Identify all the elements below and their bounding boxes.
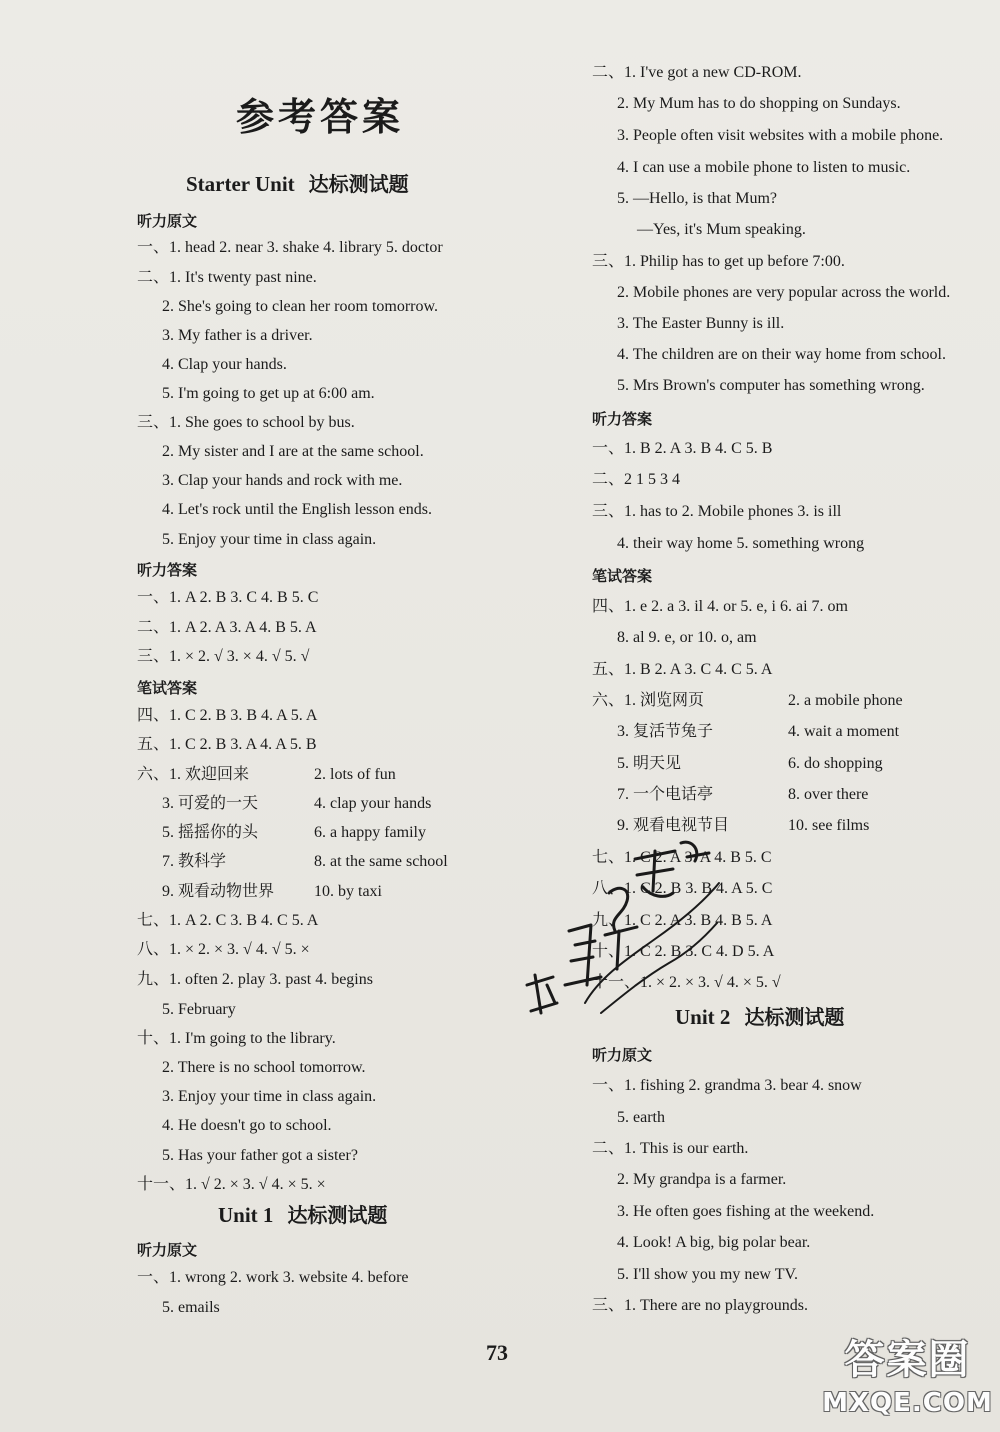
answer-line: 4. He doesn't go to school. xyxy=(162,1117,332,1134)
answer-line: 一、1. A 2. B 3. C 4. B 5. C xyxy=(137,589,319,606)
answer-line: 5. Has your father got a sister? xyxy=(162,1147,358,1164)
answer-line: 2. My grandpa is a farmer. xyxy=(617,1171,787,1188)
answer-line: 10. by taxi xyxy=(314,883,382,900)
answer-line: 4. Look! A big, big polar bear. xyxy=(617,1234,811,1251)
answer-line: —Yes, it's Mum speaking. xyxy=(637,221,806,238)
unit2-heading-en: Unit 2 xyxy=(675,1005,731,1029)
answer-line: 5. 明天见 xyxy=(617,755,682,772)
answer-line: 3. 可爱的一天 xyxy=(162,795,259,812)
unit2-heading-zh: 达标测试题 xyxy=(744,1005,845,1029)
answer-line: 二、1. A 2. A 3. A 4. B 5. A xyxy=(137,619,317,636)
section-label: 听力答案 xyxy=(592,410,653,428)
answer-line: 2. lots of fun xyxy=(314,766,396,783)
answer-line: 8. at the same school xyxy=(314,853,448,870)
answer-line: 一、1. wrong 2. work 3. website 4. before xyxy=(137,1269,409,1286)
answer-line: 3. People often visit websites with a mobile phone. xyxy=(617,127,944,144)
answer-line: 三、1. There are no playgrounds. xyxy=(592,1297,808,1314)
answer-line: 三、1. She goes to school by bus. xyxy=(137,414,355,431)
section-label: 听力答案 xyxy=(137,561,198,579)
unit1-heading-zh: 达标测试题 xyxy=(287,1203,388,1227)
section-label: 听力原文 xyxy=(592,1046,653,1064)
answer-line: 四、1. C 2. B 3. B 4. A 5. A xyxy=(137,707,318,724)
answer-line: 二、2 1 5 3 4 xyxy=(592,471,681,488)
answer-line: 三、1. Philip has to get up before 7:00. xyxy=(592,253,845,270)
answer-line: 七、1. A 2. C 3. B 4. C 5. A xyxy=(137,912,319,929)
answer-line: 9. 观看电视节目 xyxy=(617,817,730,834)
answer-line: 4. wait a moment xyxy=(788,723,900,740)
answer-line: 二、1. This is our earth. xyxy=(592,1140,749,1157)
answer-line: 十一、1. √ 2. × 3. √ 4. × 5. × xyxy=(137,1176,326,1193)
logo-top-text: 答案圈 xyxy=(844,1337,971,1383)
starter-unit-heading-zh: 达标测试题 xyxy=(308,172,409,196)
answer-line: 4. Let's rock until the English lesson ends. xyxy=(162,501,432,518)
answer-line: 3. He often goes fishing at the weekend. xyxy=(617,1203,875,1220)
section-label: 听力原文 xyxy=(137,1241,198,1259)
answer-line: 5. Enjoy your time in class again. xyxy=(162,531,377,548)
answer-line: 十、1. C 2. B 3. C 4. D 5. A xyxy=(592,943,775,960)
answer-line: 10. see films xyxy=(788,817,870,834)
answer-line: 3. The Easter Bunny is ill. xyxy=(617,315,785,332)
answer-line: 一、1. fishing 2. grandma 3. bear 4. snow xyxy=(592,1077,862,1094)
answer-line: 5. earth xyxy=(617,1109,665,1126)
starter-unit-heading xyxy=(186,174,409,194)
page-title: 参考答案 xyxy=(236,95,405,139)
answer-line: 一、1. head 2. near 3. shake 4. library 5. doctor xyxy=(137,239,443,256)
answer-line: 4. their way home 5. something wrong xyxy=(617,535,865,552)
answer-line: 5. 摇摇你的头 xyxy=(162,824,259,841)
answer-line: 2. She's going to clean her room tomorrow. xyxy=(162,298,439,315)
answer-line: 十、1. I'm going to the library. xyxy=(137,1030,336,1047)
answer-line: 4. clap your hands xyxy=(314,795,432,812)
answer-line: 5. I'm going to get up at 6:00 am. xyxy=(162,385,375,402)
answer-line: 八、1. C 2. B 3. B 4. A 5. C xyxy=(592,880,773,897)
answer-line: 8. over there xyxy=(788,786,869,803)
page-number: 73 xyxy=(486,1340,508,1365)
answer-line: 四、1. e 2. a 3. il 4. or 5. e, i 6. ai 7. om xyxy=(592,598,848,615)
answer-line: 一、1. B 2. A 3. B 4. C 5. B xyxy=(592,440,773,457)
answer-line: 5. —Hello, is that Mum? xyxy=(617,190,777,207)
starter-unit-heading-en: Starter Unit xyxy=(186,172,295,196)
answer-line: 6. do shopping xyxy=(788,755,883,772)
answer-line: 五、1. B 2. A 3. C 4. C 5. A xyxy=(592,661,773,678)
answer-line: 3. 复活节兔子 xyxy=(617,723,714,740)
answer-line: 2. My sister and I are at the same school. xyxy=(162,443,424,460)
answer-line: 3. My father is a driver. xyxy=(162,327,313,344)
answer-line: 六、1. 浏览网页 xyxy=(592,692,705,709)
section-label: 笔试答案 xyxy=(592,567,653,585)
answer-line: 5. Mrs Brown's computer has something wrong. xyxy=(617,377,925,394)
answer-line: 2. Mobile phones are very popular across the world. xyxy=(617,284,951,301)
answer-line: 4. The children are on their way home from school. xyxy=(617,346,946,363)
section-label: 笔试答案 xyxy=(137,679,198,697)
answer-line: 9. 观看动物世界 xyxy=(162,883,275,900)
answer-line: 6. a happy family xyxy=(314,824,426,841)
answer-line: 八、1. × 2. × 3. √ 4. √ 5. × xyxy=(137,941,310,958)
answer-line: 五、1. C 2. B 3. A 4. A 5. B xyxy=(137,736,317,753)
answer-line: 3. Enjoy your time in class again. xyxy=(162,1088,377,1105)
answer-line: 九、1. often 2. play 3. past 4. begins xyxy=(137,971,373,988)
answer-line: 5. February xyxy=(162,1001,236,1018)
answer-line: 8. al 9. e, or 10. o, am xyxy=(617,629,757,646)
answer-line: 七、1. C 2. A 3. A 4. B 5. C xyxy=(592,849,772,866)
logo-bottom-text: MXQE.COM xyxy=(822,1388,993,1418)
answer-line: 7. 教科学 xyxy=(162,853,227,870)
answer-line: 2. There is no school tomorrow. xyxy=(162,1059,366,1076)
answer-line: 十一、1. × 2. × 3. √ 4. × 5. √ xyxy=(592,974,781,991)
unit1-heading xyxy=(218,1205,387,1225)
answer-line: 三、1. × 2. √ 3. × 4. √ 5. √ xyxy=(137,648,310,665)
answer-line: 二、1. It's twenty past nine. xyxy=(137,269,317,286)
answer-line: 4. I can use a mobile phone to listen to music. xyxy=(617,159,911,176)
answer-line: 5. emails xyxy=(162,1299,220,1316)
site-logo xyxy=(820,1335,995,1425)
handwritten-watermark xyxy=(505,835,735,1045)
answer-line: 5. I'll show you my new TV. xyxy=(617,1266,798,1283)
answer-line: 4. Clap your hands. xyxy=(162,356,287,373)
answer-line: 7. 一个电话亭 xyxy=(617,786,714,803)
answer-line: 2. a mobile phone xyxy=(788,692,903,709)
answer-line: 六、1. 欢迎回来 xyxy=(137,766,250,783)
section-label: 听力原文 xyxy=(137,212,198,230)
unit1-heading-en: Unit 1 xyxy=(218,1203,274,1227)
answer-line: 九、1. C 2. A 3. B 4. B 5. A xyxy=(592,912,773,929)
answer-line: 3. Clap your hands and rock with me. xyxy=(162,472,403,489)
answer-line: 二、1. I've got a new CD-ROM. xyxy=(592,64,802,81)
answer-line: 三、1. has to 2. Mobile phones 3. is ill xyxy=(592,503,842,520)
answer-line: 2. My Mum has to do shopping on Sundays. xyxy=(617,95,901,112)
